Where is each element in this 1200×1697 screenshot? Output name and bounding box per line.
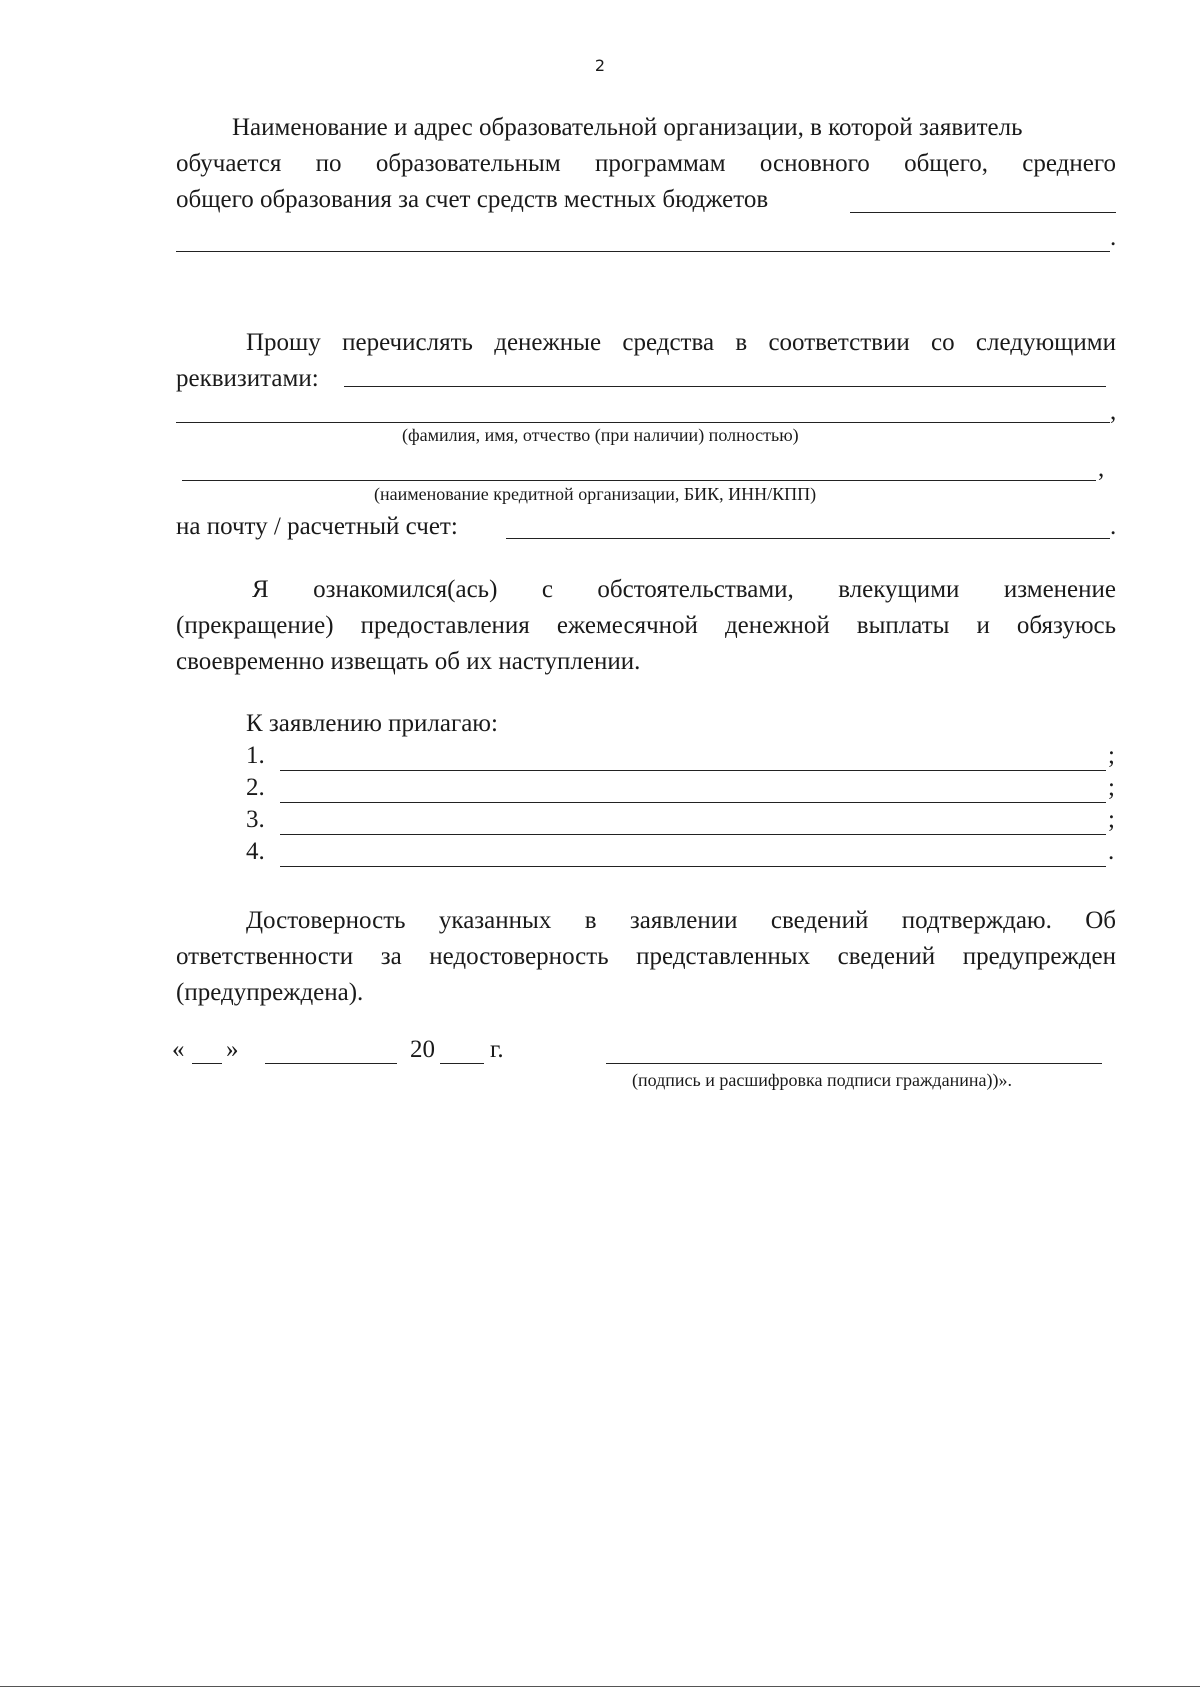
attachment-end-3: ; xyxy=(1108,806,1115,833)
confirmation-line-3: (предупреждена). xyxy=(176,979,364,1006)
education-field-1[interactable] xyxy=(850,212,1116,213)
requisites-field[interactable] xyxy=(344,386,1106,387)
date-year-prefix: 20 xyxy=(410,1036,435,1063)
attachment-end-1: ; xyxy=(1108,742,1115,769)
requisites-line-1: Прошу перечислять денежные средства в соответствии со следующими xyxy=(246,329,1116,356)
attachment-number-4: 4. xyxy=(246,838,265,865)
attachment-field-1[interactable] xyxy=(280,770,1106,771)
attachment-number-1: 1. xyxy=(246,742,265,769)
signature-field[interactable] xyxy=(606,1063,1102,1064)
acknowledgement-paragraph xyxy=(176,572,1116,680)
confirmation-line-2: ответственности за недостоверность представленных сведений предупрежден xyxy=(176,943,1116,970)
attachment-field-3[interactable] xyxy=(280,834,1106,835)
education-line-1: Наименование и адрес образовательной организации, в которой заявитель xyxy=(232,114,1023,141)
attachments-heading: К заявлению прилагаю: xyxy=(246,710,498,737)
attachment-field-4[interactable] xyxy=(280,866,1106,867)
full-name-caption: (фамилия, имя, отчество (при наличии) полностью) xyxy=(402,425,799,445)
confirmation-line-1: Достоверность указанных в заявлении сведений подтверждаю. Об xyxy=(246,907,1116,934)
account-end-mark: . xyxy=(1110,513,1117,540)
account-label: на почту / расчетный счет: xyxy=(176,513,458,540)
bank-comma: , xyxy=(1098,455,1105,482)
education-line-3: общего образования за счет средств местных бюджетов xyxy=(176,186,769,213)
signature-caption: (подпись и расшифровка подписи гражданина))». xyxy=(632,1070,1012,1090)
date-year-field[interactable] xyxy=(440,1063,484,1064)
attachment-end-2: ; xyxy=(1108,774,1115,801)
date-quote-open: « xyxy=(172,1036,185,1063)
attachment-number-3: 3. xyxy=(246,806,265,833)
education-paragraph xyxy=(176,110,1116,218)
education-line-2: обучается по образовательным программам основного общего, среднего xyxy=(176,150,1116,177)
attachment-number-2: 2. xyxy=(246,774,265,801)
attachment-field-2[interactable] xyxy=(280,802,1106,803)
date-day-field[interactable] xyxy=(192,1063,222,1064)
acknowledgement-line-1: Я ознакомился(ась) с обстоятельствами, влекущими изменение xyxy=(252,576,1116,603)
confirmation-paragraph xyxy=(176,903,1116,1011)
date-year-suffix: г. xyxy=(490,1036,504,1063)
account-field[interactable] xyxy=(506,538,1110,539)
education-end-mark: . xyxy=(1110,224,1117,251)
acknowledgement-line-2: (прекращение) предоставления ежемесячной денежной выплаты и обязуюсь xyxy=(176,612,1116,639)
date-quote-close: » xyxy=(226,1036,239,1063)
education-field-2[interactable] xyxy=(176,251,1110,252)
date-month-field[interactable] xyxy=(265,1063,397,1064)
page-number: 2 xyxy=(594,56,606,75)
requisites-line-2: реквизитами: xyxy=(176,365,319,392)
full-name-field[interactable] xyxy=(176,422,1110,423)
name-comma: , xyxy=(1110,398,1117,425)
bank-caption: (наименование кредитной организации, БИК, ИНН/КПП) xyxy=(374,484,817,504)
attachment-end-4: . xyxy=(1108,838,1115,865)
acknowledgement-line-3: своевременно извещать об их наступлении. xyxy=(176,648,641,675)
bottom-page-edge xyxy=(0,1686,1200,1687)
bank-field[interactable] xyxy=(182,480,1096,481)
